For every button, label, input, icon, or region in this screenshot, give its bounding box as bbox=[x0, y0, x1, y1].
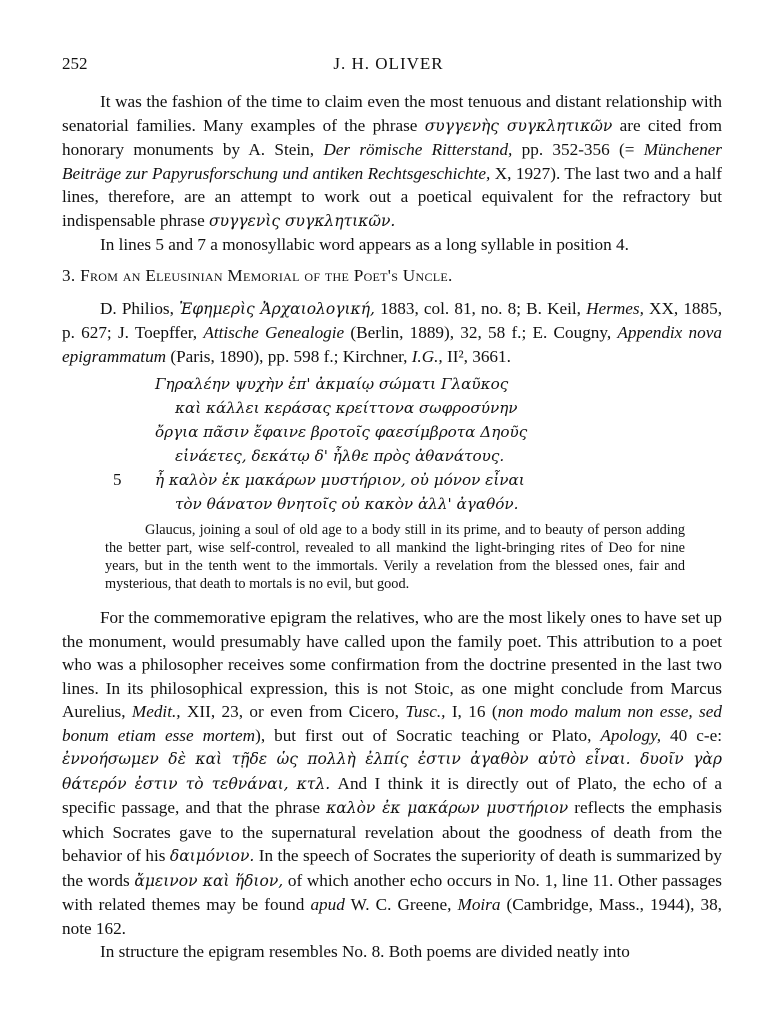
running-head: J. H. OLIVER bbox=[333, 54, 444, 73]
paragraph: For the commemorative epigram the relatives, who are the most likely ones to have set up the monument, would presumably have called upon the family poet. This attribution to a poet who was a philosopher receives some confirmation from the doctrine presented in the last two lines. In its philosophical expression, this is not Stoic, as one might conclude from Marcus Aurelius, Medit., XII, 23, or even from Cicero, Tusc., I, 16 (non modo malum non esse, sed bonum etiam esse mortem), but first out of Socratic teaching or Plato, Apology, 40 c-e: ἐννοήσωμεν δὲ καὶ τῇδε ὡς πολλὴ ἐλπίς ἐστιν ἀγαθὸν αὐτὸ εἶναι. δυοῖν γὰρ θάτερόν ἐστιν τὸ τεθνάναι, κτλ. And I think it is directly out of Plato, the echo of a specific passage, and that the phrase καλὸν ἐκ μακάρων μυστήριον reflects the emphasis which Socrates gave to the supernatural revelation about the goodness of death from the behavior of his δαιμόνιον. In the speech of Socrates the superiority of death is summarized by the words ἄμεινον καὶ ἥδιον, of which another echo occurs in No. 1, line 11. Other passages with related themes may be found apud W. C. Greene, Moira (Cambridge, Mass., 1944), 38, note 162. bbox=[62, 608, 722, 938]
page-number: 252 bbox=[62, 54, 88, 73]
translation: Glaucus, joining a soul of old age to a body still in its prime, and to beauty of person adding the better part, wise self-control, revealed to all mankind the light-bringing rites of Deo for nine years, but in the tenth went to the immortals. Verily a revelation from the blessed ones, fair and mysterious, that death to mortals is no evil, but good. bbox=[105, 522, 685, 592]
bibliography: D. Philios, Ἐφημερὶς Ἀρχαιολογική, 1883, col. 81, no. 8; B. Keil, Hermes, XX, 1885, p. 627; J. Toepffer, Attische Genealogie (Berlin, 1889), 32, 58 f.; E. Cougny, Appendix nova epigrammatum (Paris, 1890), pp. 598 f.; Kirchner, I.G., II², 3661. bbox=[62, 298, 722, 366]
poem-line: Γηραλέην ψυχὴν ἐπ' ἀκμαίῳ σώματι Γλαῦκος bbox=[155, 375, 509, 393]
page-header bbox=[62, 54, 715, 78]
paragraph: In lines 5 and 7 a monosyllabic word appears as a long syllable in position 4. bbox=[100, 235, 629, 254]
poem-line: εἰνάετες, δεκάτῳ δ' ἦλθε πρὸς ἀθανάτους. bbox=[175, 447, 505, 465]
paragraph: It was the fashion of the time to claim even the most tenuous and distant relationship with senatorial families. Many examples of the phrase συγγενὴς συγκλητικῶν are cited from honorary monuments by A. Stein, Der römische Ritterstand, pp. 352-356 (= Münchener Beiträge zur Papyrusforschung und antiken Rechtsgeschichte, X, 1927). The last two and a half lines, therefore, are an attempt to work out a poetical equivalent for the refractory but indispensable phrase συγγενὶς συγκλητικῶν. bbox=[62, 92, 722, 230]
opening-paragraphs bbox=[62, 90, 722, 257]
greek-epigram bbox=[113, 372, 715, 516]
poem-line: τὸν θάνατον θνητοῖς οὐ κακὸν ἀλλ' ἀγαθόν. bbox=[175, 495, 519, 513]
poem-line: καὶ κάλλει κεράσας κρείττονα σωφροσύνην bbox=[175, 399, 518, 417]
commentary bbox=[62, 606, 722, 964]
paragraph: In structure the epigram resembles No. 8. Both poems are divided neatly into bbox=[100, 942, 630, 961]
section-3 bbox=[62, 264, 722, 368]
poem-line: ὄργια πᾶσιν ἔφαινε βροτοῖς φαεσίμβροτα Δηοῦς bbox=[155, 423, 528, 441]
poem-line-5: 5 ἦ καλὸν ἐκ μακάρων μυστήριον, οὐ μόνον εἶναι bbox=[155, 468, 715, 492]
section-heading: 3. From an Eleusinian Memorial of the Poet's Uncle. bbox=[62, 266, 453, 285]
line-number: 5 bbox=[113, 470, 122, 489]
